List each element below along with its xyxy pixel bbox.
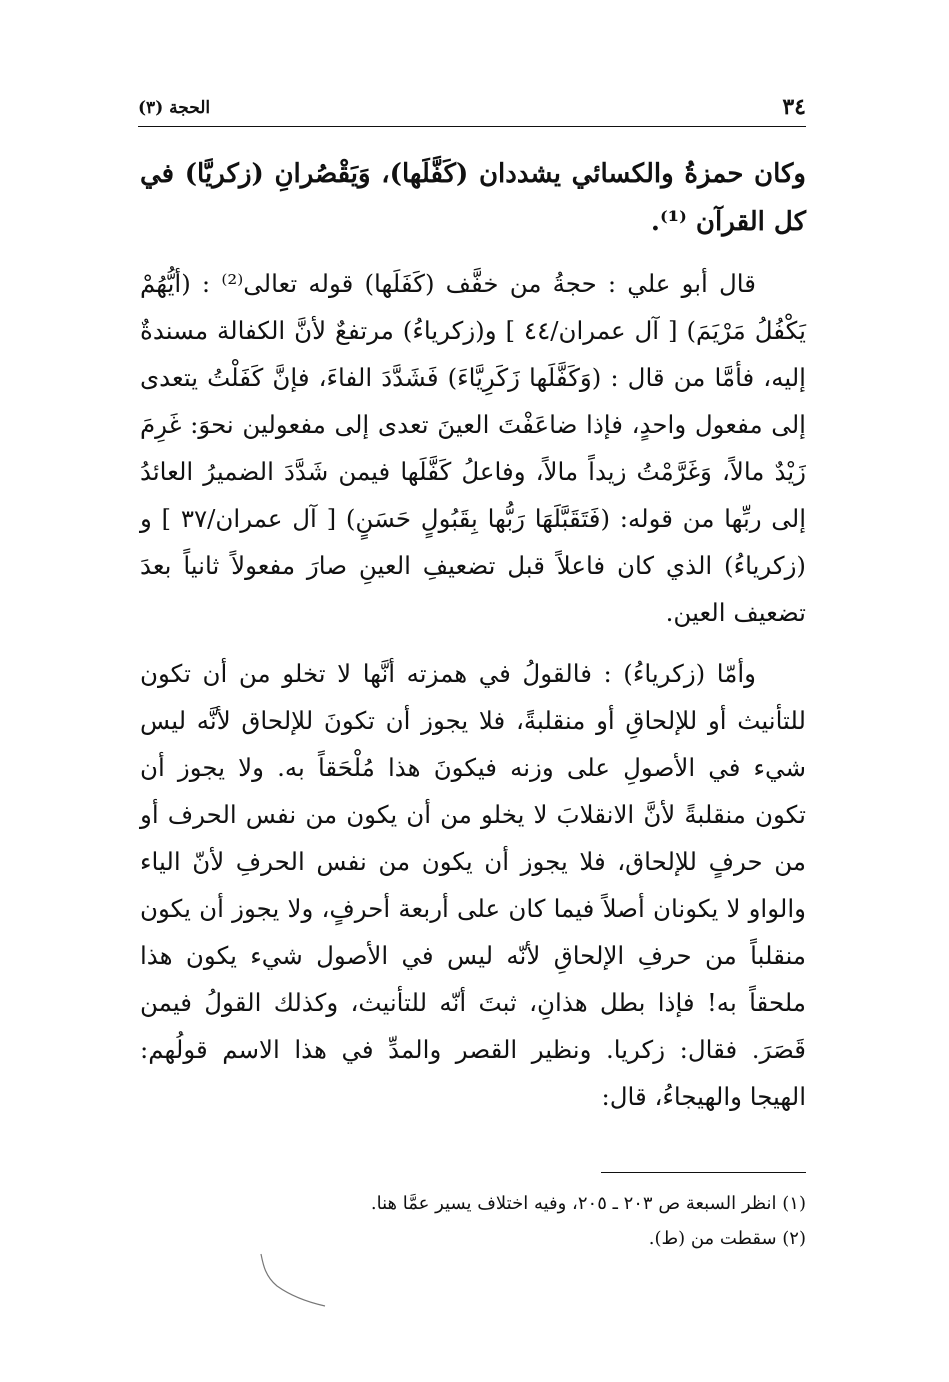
- footnote-separator: [601, 1172, 806, 1173]
- paragraph-readings: وكان حمزةُ والكسائي يشددان (كَفَّلَها)، وَيَقْصُرانِ (زكريَّا) في كل القرآن ⁽¹⁾.: [140, 159, 806, 237]
- paragraph-abu-ali: قال أبو علي : حجةُ من خفَّف (كَفَلَها) قوله تعالى⁽²⁾ : (أيُّهُمْ يَكْفُلُ مَرْيَمَ) [ آل عمران/٤٤ ] و(زكرياءُ) مرتفعٌ لأنَّ الكفالة مسندةٌ إليه، فأمَّا من قال : (وَكَفَّلَها زَكَرِيَّاءَ) فَشَدَّدَ الفاءَ، فإنَّ كَفَلْتُ يتعدى إلى مفعول واحدٍ، فإذا ضاعَفْتَ العينَ تعدى إلى مفعولين نحوَ: غَرِمَ زَيْدٌ مالاً، وَغَرَّمْتُ زيداً مالاً، وفاعلُ كَفَّلَها فيمن شَدَّدَ الضميرُ العائدُ إلى ربِّها من قوله: (فَتَقَبَّلَهَا رَبُّها بِقَبُولٍ حَسَنٍ) [ آل عمران/٣٧ ] و (زكرياءُ) الذي كان فاعلاً قبل تضعيفِ العينِ صارَ مفعولاً ثانياً بعدَ تضعيف العين.: [140, 269, 807, 627]
- pencil-mark: [255, 1250, 335, 1310]
- main-text: [140, 150, 806, 1120]
- footnote-2: (٢) سقطت من (ط).: [648, 1228, 806, 1249]
- footnotes: [146, 1186, 806, 1256]
- page-header: [138, 92, 806, 127]
- paragraph-zakariya: وأمّا (زكرياءُ) : فالقولُ في همزته أنَّها لا تخلو من أن تكون للتأنيث أو للإلحاقِ أو منقلبةً، فلا يجوز أن تكونَ للإلحاق لأنَّه ليس شيء في الأصولِ على وزنه فيكونَ هذا مُلْحَقاً به. ولا يجوز أن تكون منقلبةً لأنَّ الانقلابَ لا يخلو من أن يكون من نفس الحرف أو من حرفٍ للإلحاق، فلا يجوز أن يكون من نفس الحرفِ لأنّ الياء والواو لا يكونان أصلاً فيما كان على أربعة أحرفٍ، ولا يجوز أن يكون منقلباً من حرفِ الإلحاقِ لأنّه ليس في الأصول شيء يكون هذا ملحقاً به! فإذا بطل هذانِ، ثبتَ أنّه للتأنيث، وكذلك القولُ فيمن قَصَرَ. فقال: زكريا. ونظير القصر والمدِّ في هذا الاسم قولُهم: الهيجا والهيجاءُ، قال:: [140, 659, 806, 1111]
- footnote-1: (١) انظر السبعة ص ٢٠٣ ـ ٢٠٥، وفيه اختلاف يسير عمَّا هنا.: [370, 1193, 806, 1214]
- running-title: الحجة (٣): [138, 98, 211, 118]
- page-number: ٣٤: [782, 94, 806, 120]
